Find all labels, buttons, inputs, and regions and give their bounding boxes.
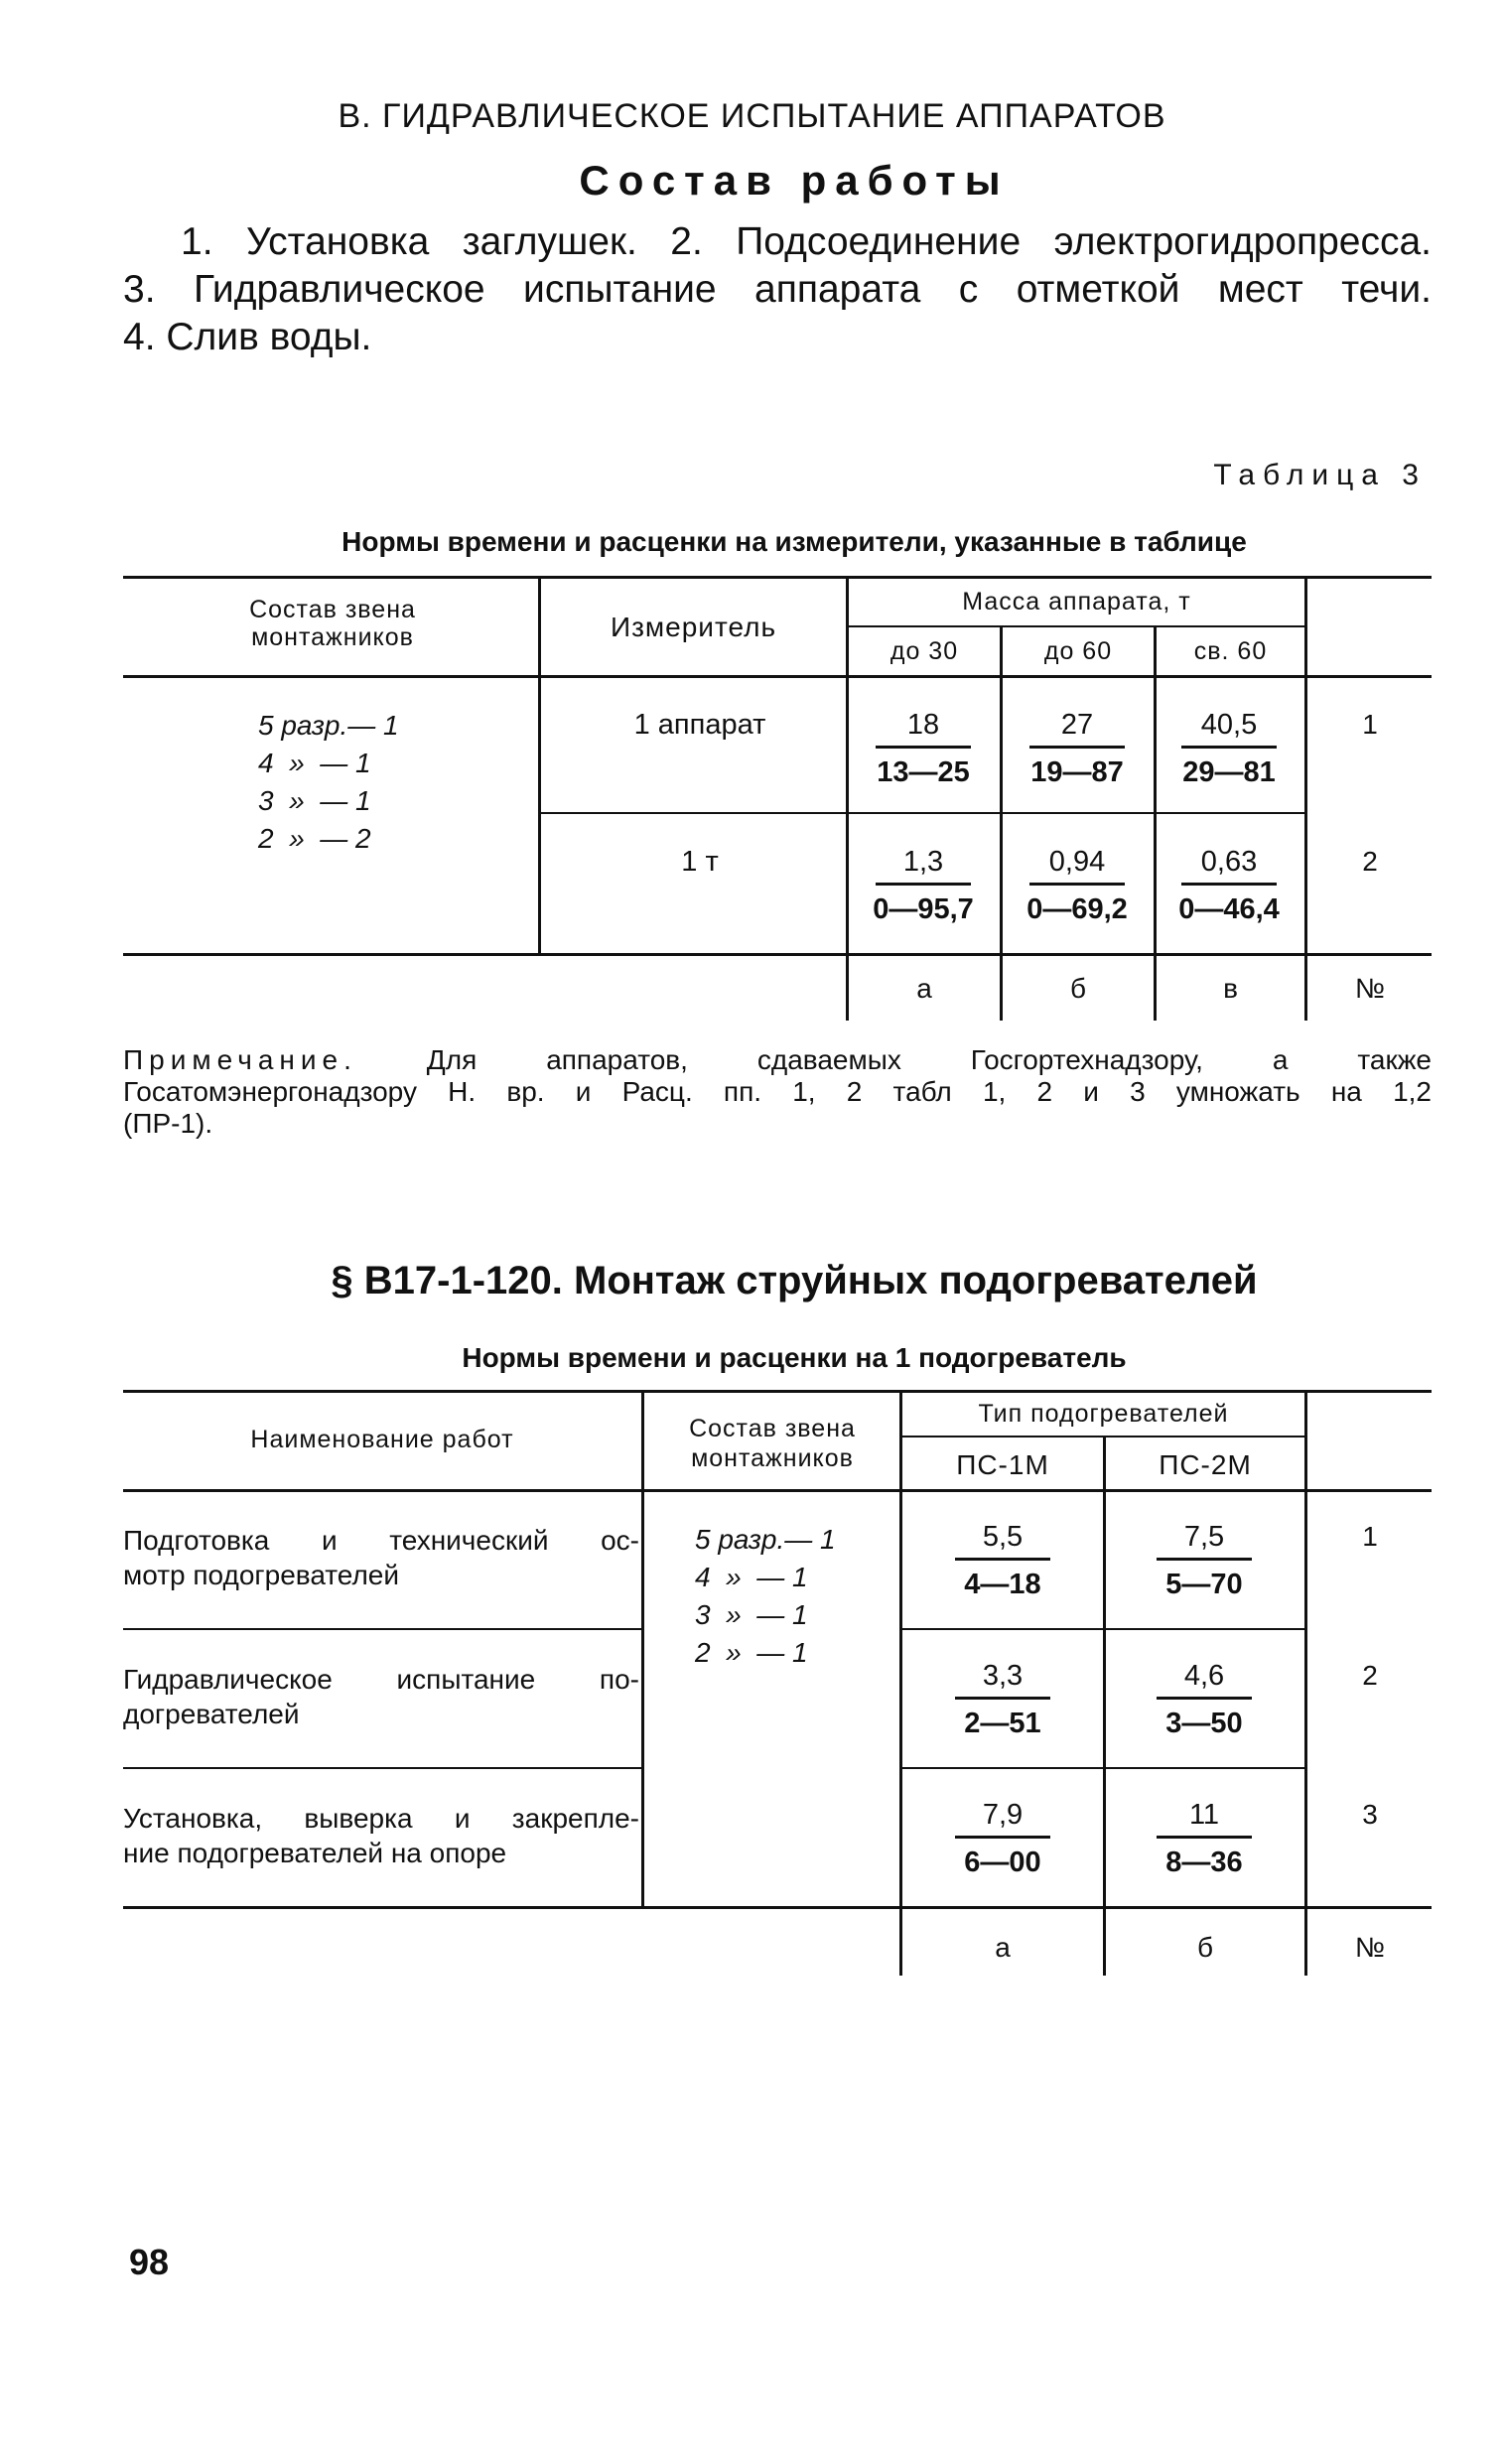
column-letter: в xyxy=(1223,973,1238,1004)
rule-header-bottom xyxy=(123,675,1432,678)
work-line: 4. Слив воды. xyxy=(123,316,372,358)
note-line: Госатомэнергонадзору Н. вр. и Расц. пп. 1, 2 табл 1, 2 и 3 умножать на 1,2 xyxy=(123,1076,1432,1107)
rule-bottom xyxy=(123,1906,1432,1909)
rule-row xyxy=(123,1628,644,1630)
table-number: Таблица 3 xyxy=(1213,459,1427,491)
work-composition-title: Состав работы xyxy=(579,157,1010,204)
paragraph-title: § В17-1-120. Монтаж струйных подогревателей xyxy=(331,1259,1258,1302)
column-letter: а xyxy=(995,1932,1011,1963)
row-number: 2 xyxy=(1362,846,1378,877)
work-name: Гидравлическое испытание по- догревателей xyxy=(123,1664,639,1729)
rate-cell: $\frac{18}{13—25}$ xyxy=(877,709,970,788)
header-mass-col: до 30 xyxy=(889,637,959,665)
rule-top xyxy=(123,576,1432,579)
work-line: 3. Гидравлическое испытание аппарата с отметкой мест течи. xyxy=(123,268,1432,311)
rate-cell: $\frac{5,5}{4—18}$ xyxy=(928,1521,1077,1601)
note-line: (ПР-1). xyxy=(123,1108,213,1139)
column-letter: а xyxy=(916,973,932,1004)
header-type: Тип подогревателей xyxy=(978,1400,1229,1428)
row-number: 2 xyxy=(1362,1660,1378,1691)
header-type-col: ПС-1М xyxy=(956,1449,1049,1480)
column-letter: № xyxy=(1354,973,1386,1004)
rate-cell: $\frac{0,63}{0—46,4}$ xyxy=(1178,846,1280,925)
rate-cell: $\frac{7,5}{5—70}$ xyxy=(1130,1521,1279,1601)
rule-mass-header xyxy=(847,625,1305,627)
rate-cell: $\frac{7,9}{6—00}$ xyxy=(928,1799,1077,1879)
rate-cell: $\frac{4,6}{3—50}$ xyxy=(1130,1660,1279,1740)
crew-list: 5 разр.— 1 4 » — 1 3 » — 1 2 » — 2 xyxy=(258,710,399,854)
section-title: В. ГИДРАВЛИЧЕСКОЕ ИСПЫТАНИЕ АППАРАТОВ xyxy=(338,97,1166,135)
rule-row xyxy=(123,1767,644,1769)
header-mass-col: до 60 xyxy=(1043,637,1113,665)
work-name: Установка, выверка и закрепле- ние подогревателей на опоре xyxy=(123,1803,639,1868)
col-rule xyxy=(1000,625,1003,1021)
rate-cell: $\frac{40,5}{29—81}$ xyxy=(1182,709,1276,788)
rate-cell: $\frac{1,3}{0—95,7}$ xyxy=(873,846,974,925)
column-letter: б xyxy=(1196,1932,1214,1963)
header-work: Наименование работ xyxy=(250,1426,514,1453)
measure-cell: 1 т xyxy=(681,846,719,878)
note xyxy=(123,1044,1432,1140)
measure-cell: 1 аппарат xyxy=(633,709,766,741)
header-mass: Масса аппарата, т xyxy=(962,588,1191,616)
row-number: 3 xyxy=(1362,1799,1378,1830)
work-line: 1. Установка заглушек. 2. Подсоединение электрогидропресса. xyxy=(181,220,1432,263)
table4-caption: Нормы времени и расценки на 1 подогреватель xyxy=(462,1342,1127,1373)
col-rule xyxy=(1304,578,1307,1021)
header-measure: Измеритель xyxy=(610,612,777,642)
rate-cell: $\frac{11}{8—36}$ xyxy=(1130,1799,1279,1879)
col-rule xyxy=(1103,1436,1106,1976)
note-line: Для аппаратов, сдаваемых Госгортехнадзору, а также xyxy=(426,1044,1433,1075)
rule-bottom xyxy=(123,953,1432,956)
note-lead: Примечание. xyxy=(123,1044,357,1075)
rate-cell: $\frac{27}{19—87}$ xyxy=(1030,709,1124,788)
page-number: 98 xyxy=(129,2242,170,2282)
work-name: Подготовка и технический ос- мотр подогревателей xyxy=(123,1525,639,1590)
rule-top xyxy=(123,1390,1432,1393)
row-number: 1 xyxy=(1362,1521,1378,1552)
header-type-col: ПС-2М xyxy=(1159,1449,1252,1480)
rate-cell: $\frac{0,94}{0—69,2}$ xyxy=(1026,846,1128,925)
col-rule xyxy=(1304,1392,1307,1976)
header-crew: Состав звена монтажников xyxy=(689,1415,856,1472)
col-rule xyxy=(1154,625,1157,1021)
table3-caption: Нормы времени и расценки на измерители, указанные в таблице xyxy=(342,526,1247,557)
column-letter: б xyxy=(1069,973,1087,1004)
crew-list: 5 разр.— 1 4 » — 1 3 » — 1 2 » — 1 xyxy=(695,1524,836,1668)
col-rule xyxy=(641,1392,644,1906)
row-number: 1 xyxy=(1362,709,1378,740)
column-letter: № xyxy=(1354,1932,1386,1963)
header-mass-col: св. 60 xyxy=(1193,637,1268,665)
header-crew: Состав звена монтажников xyxy=(249,596,416,651)
rate-cell: $\frac{3,3}{2—51}$ xyxy=(928,1660,1077,1740)
work-composition-text xyxy=(123,218,1432,361)
rule-header-bottom xyxy=(123,1489,1432,1492)
rule-row xyxy=(541,812,1305,814)
